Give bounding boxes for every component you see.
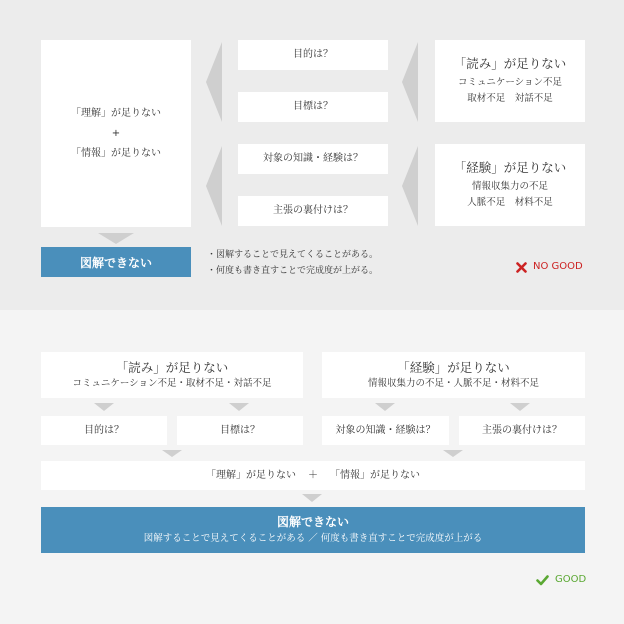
reading-detail-bottom: コミュニケーション不足・取材不足・対話不足 bbox=[72, 377, 272, 389]
information-label: 「情報」が足りない bbox=[71, 147, 161, 159]
understanding-information-box-bottom bbox=[41, 461, 585, 490]
arrow-down-3 bbox=[375, 403, 395, 411]
reading-title-bottom: 「読み」が足りない bbox=[115, 359, 229, 375]
result-cannot-diagram-bottom bbox=[41, 507, 585, 553]
experience-line1: 情報収集力の不足 bbox=[471, 181, 548, 192]
note-2: ・何度も書き直すことで完成度が上がる。 bbox=[207, 266, 379, 276]
arrow-left-upper bbox=[206, 42, 222, 122]
question-evidence: 主張の裏付けは？ bbox=[238, 196, 388, 226]
experience-line2: 人脈不足 材料不足 bbox=[467, 197, 553, 208]
result-detail-bottom: 図解することで見えてくることがある ／ 何度も書き直すことで完成度が上がる bbox=[143, 533, 483, 544]
arrow-down-1 bbox=[94, 403, 114, 411]
check-icon bbox=[536, 575, 549, 586]
plus-sign: + bbox=[111, 127, 121, 139]
reading-line2: 取材不足 対話不足 bbox=[467, 93, 553, 104]
experience-title: 「経験」が足りない bbox=[453, 160, 567, 175]
arrow-down-7 bbox=[302, 494, 322, 502]
no-good-verdict bbox=[516, 261, 583, 273]
arrow-down-result bbox=[98, 233, 134, 244]
arrow-left-lower bbox=[206, 146, 222, 226]
question-purpose-bottom: 目的は？ bbox=[41, 416, 167, 445]
reading-line1: コミュニケーション不足 bbox=[458, 77, 562, 88]
question-knowledge: 対象の知識・経験は？ bbox=[238, 144, 388, 174]
experience-lacking-box-bottom bbox=[322, 352, 585, 398]
arrow-down-2 bbox=[229, 403, 249, 411]
reading-lacking-box bbox=[435, 40, 585, 122]
notes bbox=[207, 247, 378, 279]
good-label: GOOD bbox=[555, 574, 587, 585]
cross-icon bbox=[516, 262, 527, 273]
plus-sign-bottom: ＋ bbox=[308, 469, 318, 481]
question-goal: 目標は？ bbox=[238, 92, 388, 122]
no-good-label: NO GOOD bbox=[533, 261, 583, 272]
note-1: ・図解することで見えてくることがある。 bbox=[207, 250, 379, 260]
result-cannot-diagram: 図解できない bbox=[41, 247, 191, 277]
arrow-right-lower bbox=[402, 146, 418, 226]
experience-lacking-box bbox=[435, 144, 585, 226]
experience-title-bottom: 「経験」が足りない bbox=[397, 359, 510, 375]
arrow-down-6 bbox=[443, 450, 463, 457]
reading-title: 「読み」が足りない bbox=[453, 56, 567, 71]
question-evidence-bottom: 主張の裏付けは？ bbox=[459, 416, 585, 445]
good-verdict bbox=[536, 574, 586, 586]
question-purpose: 目的は？ bbox=[238, 40, 388, 70]
understanding-label: 「理解」が足りない bbox=[71, 107, 161, 119]
question-knowledge-bottom: 対象の知識・経験は？ bbox=[322, 416, 449, 445]
reading-lacking-box-bottom bbox=[41, 352, 303, 398]
no-good-panel bbox=[0, 0, 624, 310]
result-title-bottom: 図解できない bbox=[276, 515, 349, 529]
arrow-down-4 bbox=[510, 403, 530, 411]
arrow-down-5 bbox=[162, 450, 182, 457]
arrow-right-upper bbox=[402, 42, 418, 122]
good-panel bbox=[0, 312, 624, 624]
understanding-information-box bbox=[41, 40, 191, 227]
experience-detail-bottom: 情報収集力の不足・人脈不足・材料不足 bbox=[367, 377, 539, 389]
understanding-label-bottom: 「理解」が足りない bbox=[206, 469, 296, 481]
information-label-bottom: 「情報」が足りない bbox=[330, 469, 420, 481]
question-goal-bottom: 目標は？ bbox=[177, 416, 303, 445]
